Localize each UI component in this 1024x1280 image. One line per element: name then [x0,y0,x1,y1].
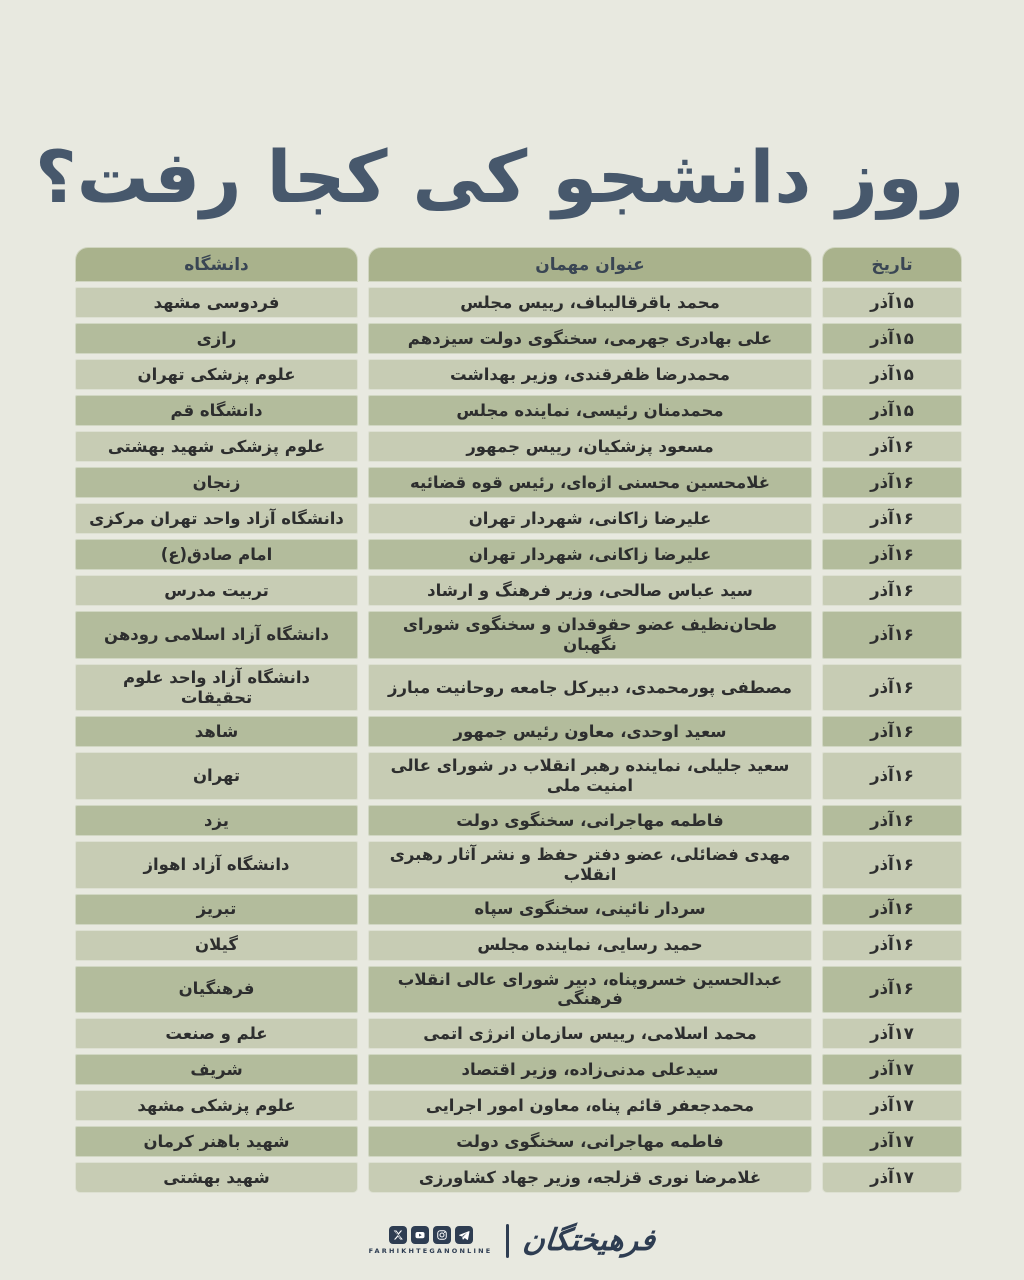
date-cell: ۱۶آذر [822,894,962,925]
table-row [75,1162,962,1193]
table-row [75,395,962,426]
table-header-row [75,247,962,282]
table-row [75,805,962,836]
date-cell: ۱۶آذر [822,467,962,498]
table-row [75,752,962,800]
guest-cell: عبدالحسین خسروپناه، دبیر شورای عالی انقلاب فرهنگی [368,966,812,1014]
date-cell: ۱۷آذر [822,1090,962,1121]
column-header-date: تاریخ [822,247,962,282]
table-row [75,664,962,712]
date-cell: ۱۶آذر [822,805,962,836]
guest-cell: غلامرضا نوری قزلجه، وزیر جهاد کشاورزی [368,1162,812,1193]
guest-cell: مهدی فضائلی، عضو دفتر حفظ و نشر آثار رهبری انقلاب [368,841,812,889]
guest-cell: محمدجعفر قائم پناه، معاون امور اجرایی [368,1090,812,1121]
date-cell: ۱۶آذر [822,431,962,462]
university-cell: تربیت مدرس [75,575,358,606]
x-icon[interactable] [389,1226,407,1244]
university-cell: دانشگاه آزاد اسلامی رودهن [75,611,358,659]
footer-handle: FARHIKHTEGANONLINE [368,1247,493,1256]
column-header-university: دانشگاه [75,247,358,282]
instagram-icon[interactable] [433,1226,451,1244]
university-cell: علوم پزشکی تهران [75,359,358,390]
column-header-guest: عنوان مهمان [368,247,812,282]
date-cell: ۱۶آذر [822,930,962,961]
table-row [75,1090,962,1121]
youtube-icon[interactable] [411,1226,429,1244]
university-cell: تهران [75,752,358,800]
guest-cell: علیرضا زاکانی، شهردار تهران [368,539,812,570]
table-row [75,1126,962,1157]
university-cell: شریف [75,1054,358,1085]
university-cell: دانشگاه آزاد واحد تهران مرکزی [75,503,358,534]
date-cell: ۱۷آذر [822,1162,962,1193]
table-row [75,431,962,462]
date-cell: ۱۵آذر [822,287,962,318]
university-cell: علوم پزشکی شهید بهشتی [75,431,358,462]
guest-cell: سیدعلی مدنی‌زاده، وزیر اقتصاد [368,1054,812,1085]
table-row [75,323,962,354]
table-row [75,503,962,534]
university-cell: علم و صنعت [75,1018,358,1049]
guest-cell: محمدمنان رئیسی، نماینده مجلس [368,395,812,426]
date-cell: ۱۵آذر [822,323,962,354]
university-cell: امام صادق(ع) [75,539,358,570]
footer [0,1223,1024,1258]
guest-cell: مسعود پزشکیان، رییس جمهور [368,431,812,462]
date-cell: ۱۶آذر [822,752,962,800]
table-row [75,841,962,889]
university-cell: رازی [75,323,358,354]
university-cell: دانشگاه آزاد واحد علوم تحقیقات [75,664,358,712]
guest-cell: علیرضا زاکانی، شهردار تهران [368,503,812,534]
date-cell: ۱۶آذر [822,966,962,1014]
guest-cell: سعید جلیلی، نماینده رهبر انقلاب در شورای عالی امنیت ملی [368,752,812,800]
telegram-icon[interactable] [455,1226,473,1244]
schedule-table [75,247,962,1193]
guest-cell: علی بهادری جهرمی، سخنگوی دولت سیزدهم [368,323,812,354]
guest-cell: فاطمه مهاجرانی، سخنگوی دولت [368,1126,812,1157]
university-cell: دانشگاه آزاد اهواز [75,841,358,889]
university-cell: زنجان [75,467,358,498]
date-cell: ۱۶آذر [822,611,962,659]
table-row [75,716,962,747]
table-row [75,894,962,925]
university-cell: دانشگاه قم [75,395,358,426]
table-row [75,575,962,606]
guest-cell: فاطمه مهاجرانی، سخنگوی دولت [368,805,812,836]
date-cell: ۱۵آذر [822,395,962,426]
guest-cell: سردار نائینی، سخنگوی سپاه [368,894,812,925]
guest-cell: طحان‌نظیف عضو حقوقدان و سخنگوی شورای نگهبان [368,611,812,659]
university-cell: فرهنگیان [75,966,358,1014]
university-cell: علوم پزشکی مشهد [75,1090,358,1121]
date-cell: ۱۶آذر [822,539,962,570]
table-row [75,1054,962,1085]
date-cell: ۱۷آذر [822,1126,962,1157]
guest-cell: محمدرضا ظفرقندی، وزیر بهداشت [368,359,812,390]
table-row [75,930,962,961]
guest-cell: حمید رسایی، نماینده مجلس [368,930,812,961]
social-icons [389,1226,473,1244]
university-cell: گیلان [75,930,358,961]
university-cell: فردوسی مشهد [75,287,358,318]
table-row [75,467,962,498]
university-cell: تبریز [75,894,358,925]
farhikhtegan-logo: فرهیختگان [521,1223,658,1259]
date-cell: ۱۶آذر [822,841,962,889]
guest-cell: محمد اسلامی، رییس سازمان انرژی اتمی [368,1018,812,1049]
social-block [369,1226,493,1255]
university-cell: شاهد [75,716,358,747]
table-row [75,966,962,1014]
table-body [75,287,962,1193]
university-cell: شهید بهشتی [75,1162,358,1193]
date-cell: ۱۶آذر [822,575,962,606]
date-cell: ۱۷آذر [822,1018,962,1049]
university-cell: شهید باهنر کرمان [75,1126,358,1157]
table-row [75,1018,962,1049]
table-row [75,611,962,659]
guest-cell: سعید اوحدی، معاون رئیس جمهور [368,716,812,747]
date-cell: ۱۶آذر [822,716,962,747]
table-row [75,287,962,318]
date-cell: ۱۶آذر [822,503,962,534]
page-title: روز دانشجو کی کجا رفت؟ [35,135,964,219]
guest-cell: محمد باقرقالیباف، رییس مجلس [368,287,812,318]
date-cell: ۱۷آذر [822,1054,962,1085]
guest-cell: سید عباس صالحی، وزیر فرهنگ و ارشاد [368,575,812,606]
date-cell: ۱۶آذر [822,664,962,712]
university-cell: یزد [75,805,358,836]
date-cell: ۱۵آذر [822,359,962,390]
footer-divider [506,1224,509,1258]
table-row [75,539,962,570]
table-row [75,359,962,390]
guest-cell: غلامحسین محسنی اژه‌ای، رئیس قوه قضائیه [368,467,812,498]
guest-cell: مصطفی پورمحمدی، دبیرکل جامعه روحانیت مبارز [368,664,812,712]
